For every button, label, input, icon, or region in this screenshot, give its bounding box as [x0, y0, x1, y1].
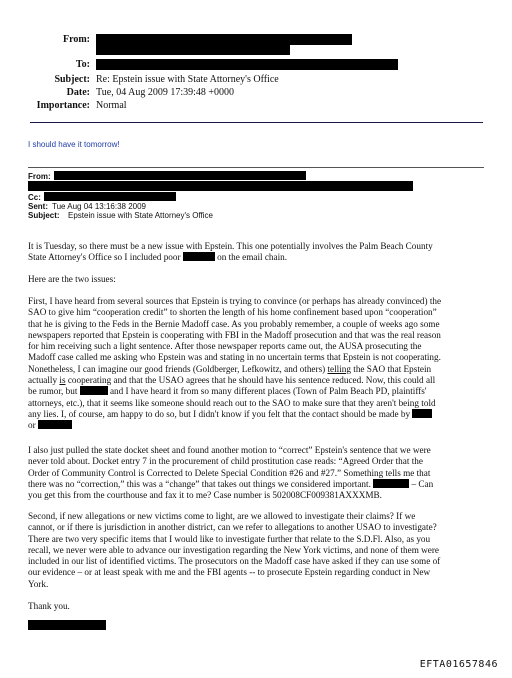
redacted-to — [96, 59, 398, 70]
p3-line-8a: actually — [28, 375, 58, 386]
p3-line-9 — [28, 386, 488, 397]
p3-line-10: attorneys, etc.), that it seems like someone should reach out to the SAO to make sure that they aren't being told — [28, 397, 436, 408]
p1-line-1: It is Tuesday, so there must be a new issue with Epstein. This one potentially involves the Palm Beach County — [28, 241, 433, 251]
p5-line-7: York. — [28, 578, 49, 589]
p1-line-2 — [28, 252, 488, 263]
p3-line-2: SAO to give him “cooperation credit” to shorten the length of his home confinement based upon “cooperation” — [28, 307, 437, 318]
importance-label: Importance: — [36, 100, 90, 111]
p3-line-3: that he is giving to the Feds in the Bernie Madoff case. As you probably remember, a couple of weeks ago some — [28, 318, 440, 329]
fwd-from-label: From: — [28, 172, 51, 181]
redacted-name — [38, 420, 72, 429]
p4-line-5: you get this from the courthouse and fax it to me? Case number is 502008CF009381AXXXMB. — [28, 490, 382, 501]
p4-line-4 — [28, 479, 488, 490]
p3-line-11 — [28, 409, 488, 420]
p3-line-9a: be rumor, but — [28, 386, 78, 397]
p3-line-11a: any lies. I, of course, am happy to do so, but I didn't know if you felt that the contact should be made by — [28, 408, 411, 419]
p3-line-7a: Nonetheless, I can imagine our good friends (Goldberger, Lefkowitz, and others) — [28, 363, 326, 374]
p3-line-12 — [28, 420, 488, 431]
p3-line-12a: or — [28, 420, 36, 431]
redacted-from-2 — [96, 45, 290, 55]
p3-line-5: for him receiving such a light sentence. After those newspaper reports came out, the AUSA prosecuting the — [28, 341, 422, 352]
p3-line-8 — [28, 375, 488, 386]
p2-line: Here are the two issues: — [28, 274, 116, 284]
redacted-fwd-to — [28, 181, 413, 191]
subject-label: Subject: — [54, 74, 90, 85]
redacted-name — [412, 409, 432, 418]
p5-line-6: our evidence – or at least speak with me and the FBI agents -- to prosecute Epstein regarding conduct in New — [28, 567, 431, 578]
p4-line-4b: – Can — [411, 478, 434, 489]
subject-value: Re: Epstein issue with State Attorney's Office — [96, 74, 279, 85]
paragraph-2 — [28, 274, 488, 285]
closing — [28, 601, 488, 612]
redacted-name — [80, 386, 108, 395]
date-value: Tue, 04 Aug 2009 17:39:48 +0000 — [96, 87, 235, 98]
p1-line-2b: on the email chain. — [217, 252, 288, 263]
to-label: To: — [75, 59, 90, 70]
fwd-sent-value: Tue Aug 04 13:16:38 2009 — [52, 202, 147, 211]
fwd-sent-label: Sent: — [28, 202, 48, 211]
p3-line-6: Madoff case called me asking who Epstein was and stating in no uncertain terms that Epstein is not cooperating. — [28, 352, 441, 363]
p5-line-1: Second, if new allegations or new victims come to light, are we allowed to investigate their claims? If we — [28, 511, 416, 521]
p5-line-5: included in our list of identified victims. The prosecutors on the Madoff case have asked if they can use some of — [28, 556, 441, 567]
paragraph-5 — [28, 511, 488, 590]
reply-text: I should have it tomorrow! — [28, 140, 120, 149]
importance-value: Normal — [96, 100, 127, 111]
header-divider — [30, 122, 483, 123]
fwd-cc-label: Cc: — [28, 193, 41, 202]
p3-line-4: newspapers reported that Epstein is cooperating with FBI in the Madoff prosecution and that was the real reason — [28, 329, 441, 340]
redacted-fwd-from — [54, 171, 306, 180]
p3-line-8b: cooperating and that the USAO agrees that he should have his sentence reduced. Now, this could all — [67, 375, 436, 386]
closing-line: Thank you. — [28, 601, 70, 611]
fwd-subject-value: Epstein issue with State Attorney's Office — [68, 211, 214, 220]
redacted-fwd-cc — [44, 192, 176, 201]
paragraph-1 — [28, 241, 488, 264]
p4-line-3: Order of Community Control is Corrected to Delete Special Condition #26 and #27.” Something tells me that — [28, 467, 431, 478]
from-label: From: — [62, 34, 90, 45]
forward-divider — [28, 167, 484, 168]
paragraph-4 — [28, 445, 488, 501]
p3-line-7 — [28, 364, 488, 375]
p1-line-2a: State Attorney's Office so I included poor — [28, 252, 181, 263]
redacted-signature — [28, 620, 106, 630]
p3-line-9b: and I have heard it from so many different places (Town of Palm Beach PD, plaintiffs' — [109, 386, 427, 397]
p4-line-4a: there was no “correction,” this was a “change” that takes out things we considered important. — [28, 478, 371, 489]
redacted-name — [183, 252, 215, 261]
redacted-name — [373, 479, 409, 488]
date-label: Date: — [66, 87, 90, 98]
p3-line-1: First, I have heard from several sources that Epstein is trying to convince (or perhaps has already convinced) the — [28, 296, 442, 306]
p5-line-3: There are two very specific items that I would like to investigate further that relate to the S.D.Fl. Also, as you — [28, 533, 431, 544]
p3-underline-is: is — [59, 375, 66, 386]
p5-line-2: cannot, or if there is jurisdiction in another district, can we refer to allegations to another USAO to investigate? — [28, 522, 437, 533]
p3-line-7b: the SAO that Epstein — [353, 363, 432, 374]
p3-underline-telling: telling — [327, 363, 351, 374]
p4-line-1: I also just pulled the state docket sheet and found another motion to “correct” Epstein's sentence that we were — [28, 445, 431, 455]
redacted-from — [96, 34, 352, 45]
document-id: EFTA01657846 — [419, 659, 498, 670]
paragraph-3 — [28, 296, 488, 432]
p5-line-4: recall, we never were able to advance our investigation regarding the New York victims, and none of them were — [28, 544, 439, 555]
p4-line-2: never told about. Docket entry 7 in the procurement of child prostitution case reads: “Agreed Order that the — [28, 456, 423, 467]
fwd-subject-label: Subject: — [28, 211, 60, 220]
